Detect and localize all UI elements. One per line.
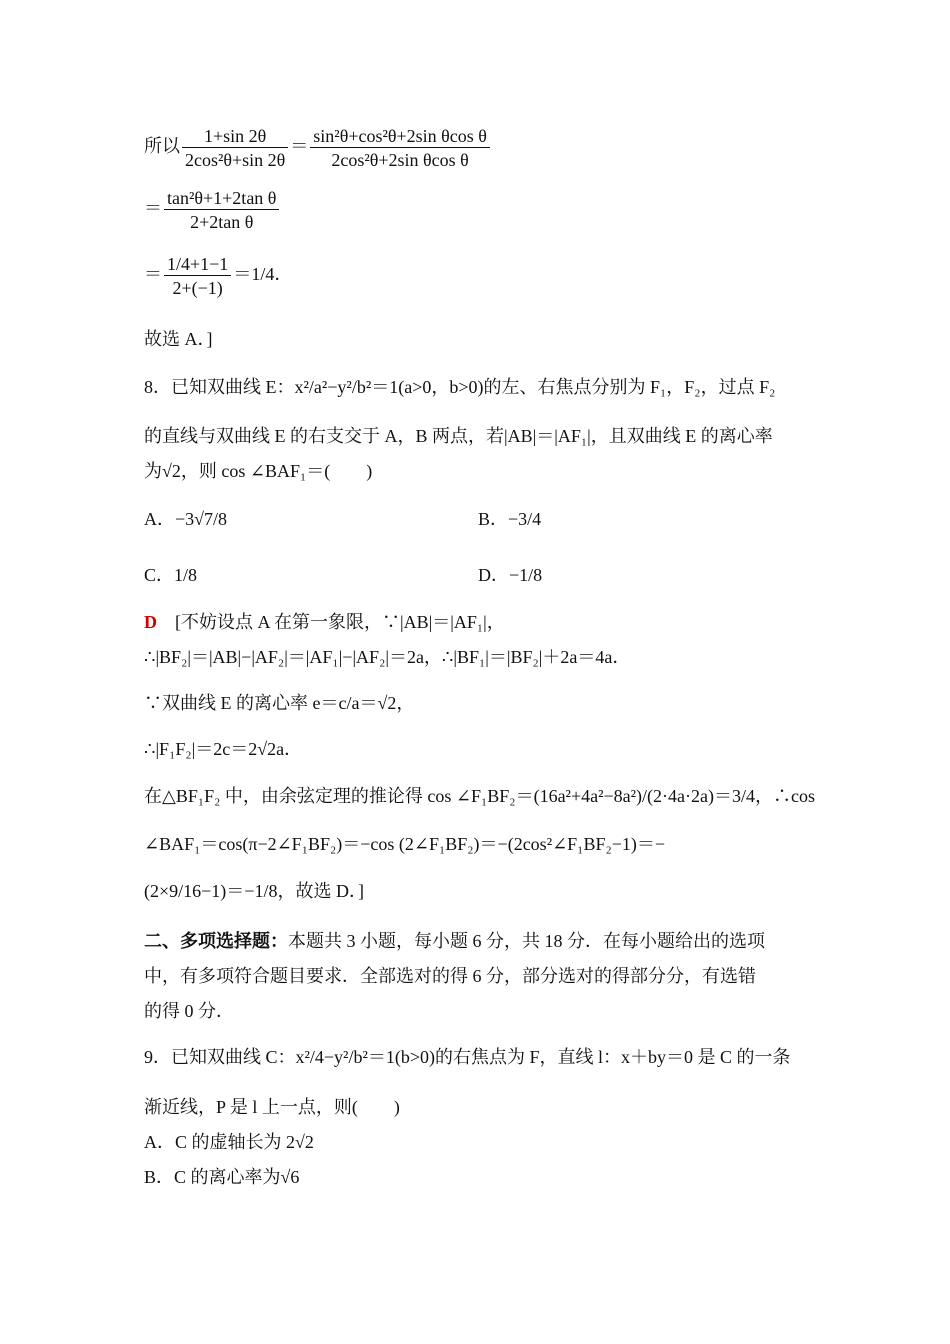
numerator: sin²θ+cos²θ+2sin θcos θ (310, 127, 490, 148)
fraction-1 (182, 127, 288, 169)
q8-option-d: D．−1/8 (478, 565, 543, 585)
sol8-line-2: ∴|BF₂|＝|AB|−|AF₂|＝|AF₁|−|AF₂|＝2a，∴|BF₁|＝|BF₂|＋2a＝4a． (144, 647, 631, 667)
q8-stem-line-3: 为√2，则 cos ∠BAF₁＝( ) (144, 461, 373, 481)
sol7-line-1 (144, 127, 492, 169)
denominator: 2cos²θ+sin 2θ (185, 150, 286, 170)
numerator: 1+sin 2θ (182, 127, 288, 148)
sol8-line-1 (144, 613, 505, 631)
section-2-line-1 (144, 932, 765, 950)
equals: ＝ (144, 264, 162, 285)
q8-option-a: A．−3√7/8 (144, 509, 228, 529)
result: 1/4 (251, 264, 275, 285)
denominator: 2+2tan θ (190, 212, 254, 232)
sol7-line-2 (144, 189, 281, 231)
section-title: 二、多项选择题： (144, 931, 288, 951)
equals: ＝ (144, 198, 162, 219)
q8-option-b: B．−3/4 (478, 509, 542, 529)
q9-option-b: B．C 的离心率为√6 (144, 1167, 300, 1187)
numerator: 1/4+1−1 (164, 255, 231, 276)
q9-stem-line-2: 渐近线，P 是 l 上一点，则( ) (144, 1097, 400, 1117)
q8-stem-line-2: 的直线与双曲线 E 的右支交于 A，B 两点，若|AB|＝|AF₁|，且双曲线 E 的离心率 (144, 426, 773, 446)
equals: ＝ (290, 136, 309, 157)
fraction-2 (310, 127, 490, 169)
section-2-line-3: 的得 0 分． (144, 1001, 234, 1021)
sol8-line-7: (2×9/16−1)＝−1/8，故选 D．] (144, 881, 364, 901)
fraction-4 (164, 255, 231, 297)
sol8-line-3: ∵双曲线 E 的离心率 e＝c/a＝√2， (144, 693, 415, 713)
period: ． (274, 264, 293, 285)
answer-label: D (144, 612, 157, 632)
q8-option-c: C．1/8 (144, 565, 198, 585)
sol7-end: 故选 A．] (144, 329, 213, 349)
q9-option-a: A．C 的虚轴长为 2√2 (144, 1132, 314, 1152)
equals: ＝ (233, 264, 252, 285)
sol8-line-4: ∴|F₁F₂|＝2c＝2√2a． (144, 739, 303, 759)
denominator: 2+(−1) (172, 278, 223, 298)
text: [不妨设点 A 在第一象限，∵|AB|＝|AF₁|， (175, 612, 505, 632)
q9-stem-line-1: 9．已知双曲线 C：x²/4−y²/b²＝1(b>0)的右焦点为 F，直线 l：x＋by＝0 是 C 的一条 (144, 1047, 791, 1067)
sol8-line-6: ∠BAF₁＝cos(π−2∠F₁BF₂)＝−cos (2∠F₁BF₂)＝−(2cos²∠F₁BF₂−1)＝− (144, 834, 666, 854)
q8-stem-line-1: 8．已知双曲线 E：x²/a²−y²/b²＝1(a>0，b>0)的左、右焦点分别为 F₁，F₂，过点 F₂ (144, 377, 776, 397)
sol8-line-5: 在△BF₁F₂ 中，由余弦定理的推论得 cos ∠F₁BF₂＝(16a²+4a²−8a²)/(2·4a·2a)＝3/4，∴cos (144, 786, 815, 806)
fraction-3 (164, 189, 279, 231)
sol7-line-3 (144, 255, 292, 297)
section-2-line-2: 中，有多项符合题目要求．全部选对的得 6 分，部分选对的得部分分，有选错 (144, 966, 756, 986)
text: 所以 (144, 136, 180, 157)
numerator: tan²θ+1+2tan θ (164, 189, 279, 210)
denominator: 2cos²θ+2sin θcos θ (331, 150, 469, 170)
text: 本题共 3 小题，每小题 6 分，共 18 分．在每小题给出的选项 (288, 931, 765, 951)
